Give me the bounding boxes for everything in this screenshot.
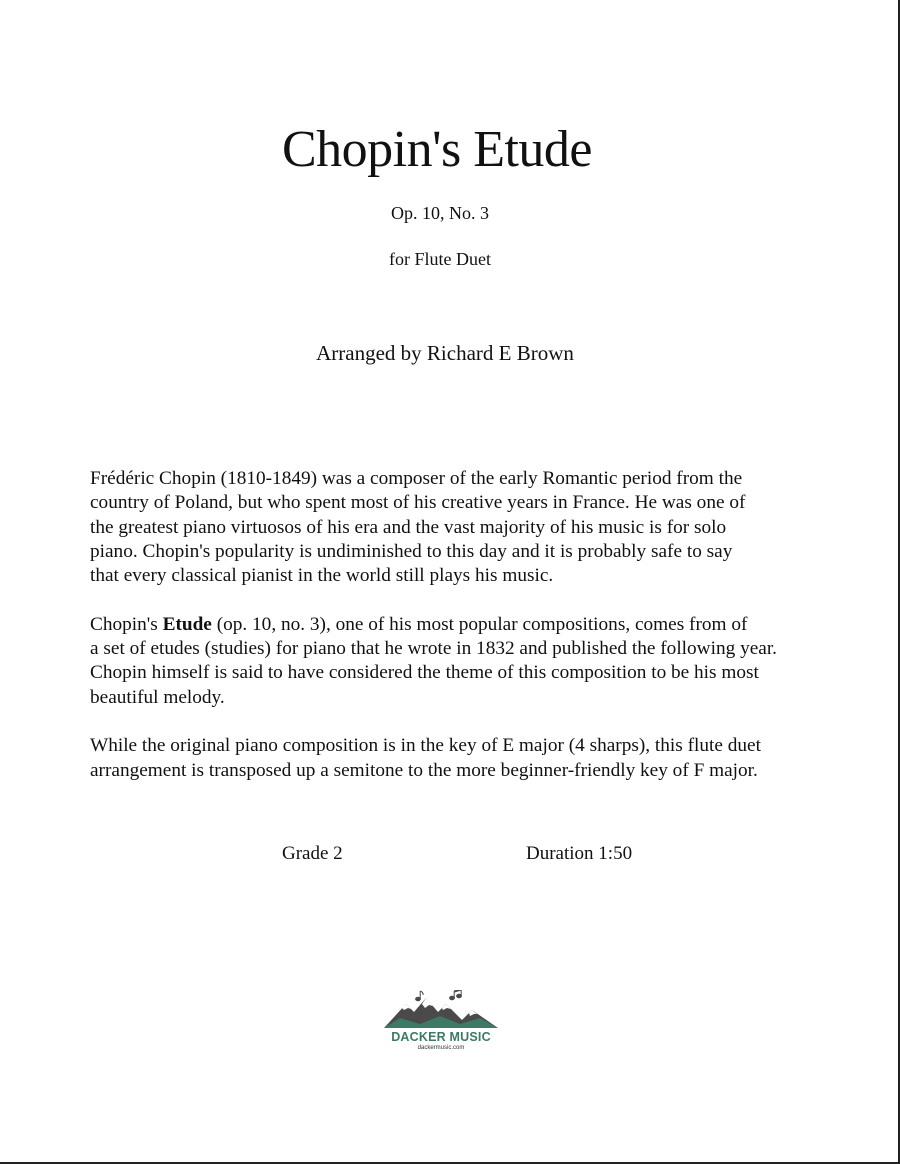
text-line: arrangement is transposed up a semitone to the more beginner-friendly key of F major.: [90, 759, 758, 781]
duration: Duration 1:50: [526, 843, 633, 864]
text-line: [90, 613, 865, 637]
text-segment: Chopin's: [90, 613, 163, 635]
text-line: that every classical pianist in the world still plays his music.: [90, 565, 554, 587]
publisher-url: dackermusic.com: [417, 1045, 465, 1051]
arranger-credit: Arranged by Richard E Brown: [316, 341, 574, 365]
text-line: a set of etudes (studies) for piano that he wrote in 1832 and published the following year.: [90, 638, 777, 660]
text-line: piano. Chopin's popularity is undiminished to this day and it is probably safe to say: [90, 540, 733, 562]
paragraph-composition: [90, 613, 865, 710]
text-line: While the original piano composition is in the key of E major (4 sharps), this flute duet: [90, 735, 761, 757]
page-title: Chopin's Etude: [281, 121, 593, 178]
etude-bold-title: Etude: [162, 613, 212, 635]
paragraph-arrangement: [90, 734, 865, 783]
text-line: country of Poland, but who spent most of his creative years in France. He was one of: [90, 492, 746, 514]
text-line: beautiful melody.: [90, 686, 225, 708]
instrumentation: for Flute Duet: [389, 249, 491, 269]
paragraph-biography: [90, 467, 865, 588]
publisher-name: DACKER MUSIC: [391, 1030, 491, 1044]
text-line: the greatest piano virtuosos of his era and the vast majority of his music is for solo: [90, 516, 727, 538]
mountain-music-notes-icon: [380, 990, 502, 1030]
grade-level: Grade 2: [282, 843, 343, 864]
text-segment: (op. 10, no. 3), one of his most popular compositions, comes from of: [211, 613, 748, 635]
text-line: Frédéric Chopin (1810-1849) was a composer of the early Romantic period from the: [90, 468, 743, 489]
text-line: Chopin himself is said to have considered the theme of this composition to be his most: [90, 662, 759, 684]
opus-number: Op. 10, No. 3: [391, 203, 489, 223]
description-text: [90, 467, 865, 807]
publisher-logo: [380, 990, 502, 1051]
